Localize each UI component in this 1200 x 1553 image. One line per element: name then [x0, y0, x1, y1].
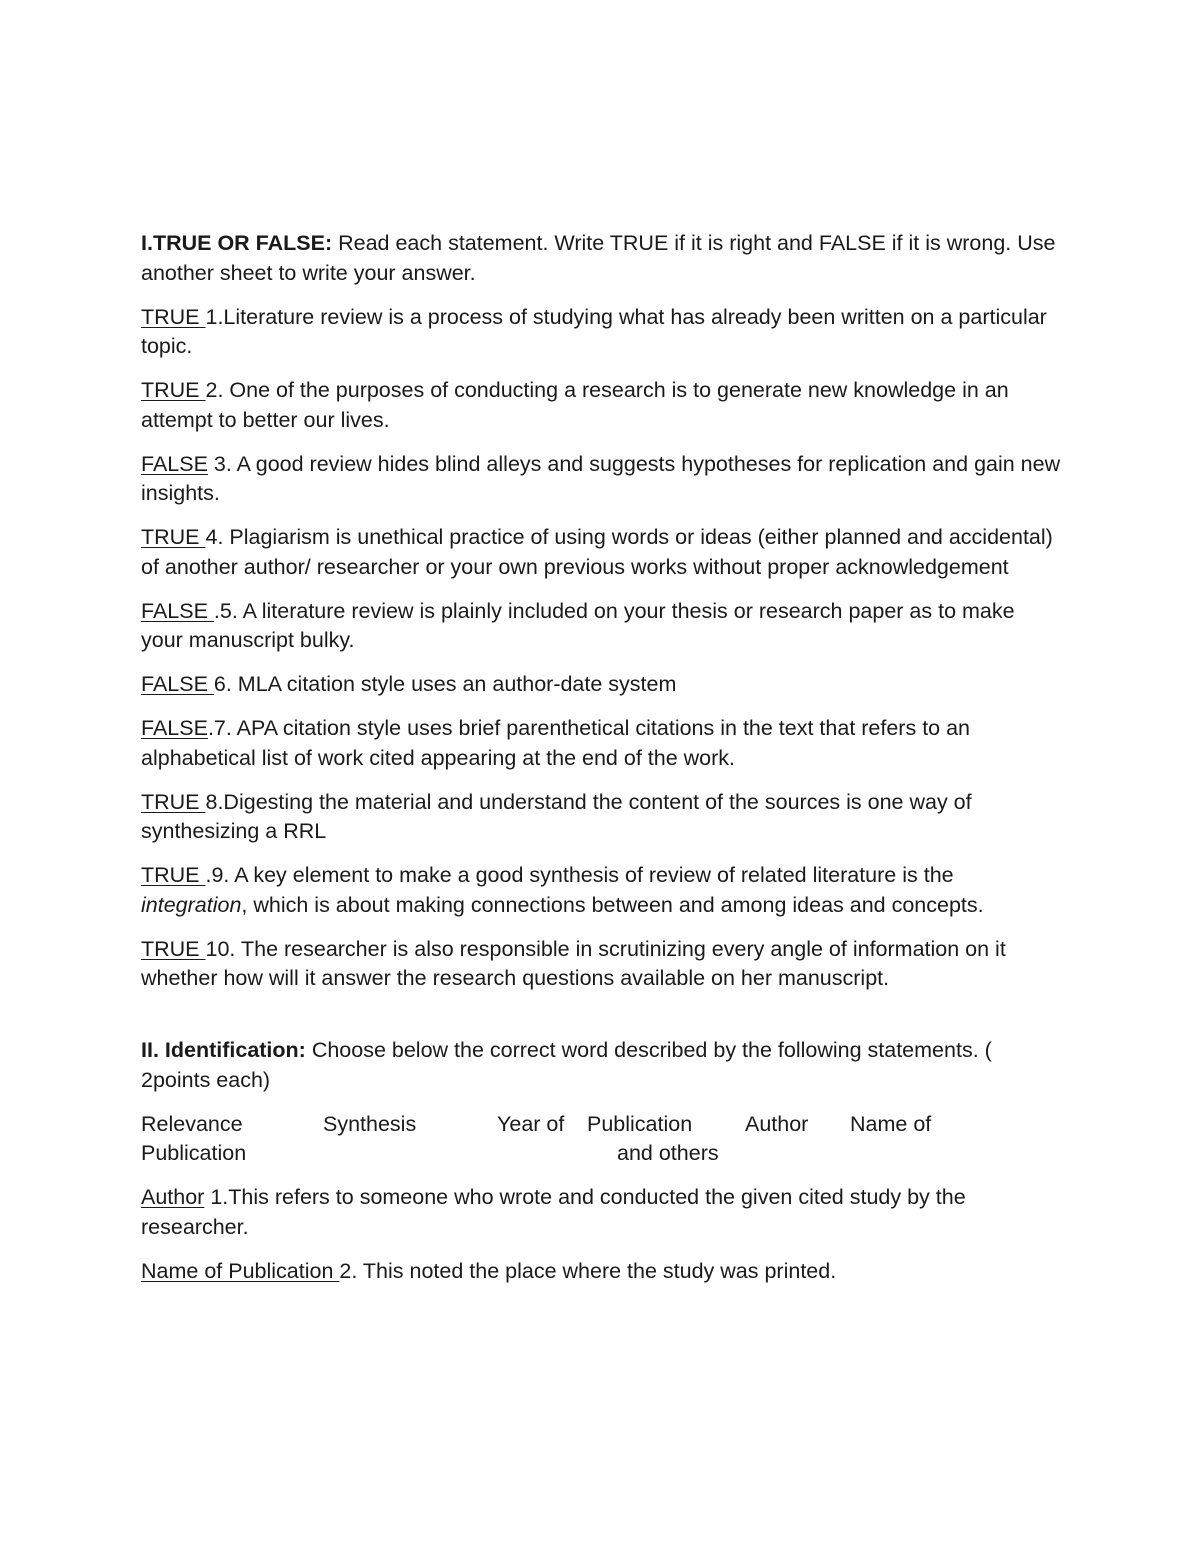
section1-title: I.TRUE OR FALSE: — [141, 231, 333, 255]
id-item — [141, 1183, 1061, 1242]
section1-header — [141, 229, 1061, 288]
tf-text: 10. The researcher is also responsible in scrutinizing every angle of information on it whether how will it answer the research questions available on her manuscript. — [141, 936, 1006, 990]
tf-answer: FALSE — [141, 716, 208, 740]
id-item — [141, 1257, 1061, 1287]
choice-relevance: Relevance — [141, 1111, 243, 1136]
tf-answer: FALSE — [141, 672, 214, 696]
spacer — [141, 1008, 1061, 1036]
choice-year-of: Year of — [497, 1111, 565, 1136]
tf-answer: TRUE — [141, 525, 206, 549]
id-answer: Author — [141, 1185, 205, 1209]
choice-author: Author — [745, 1111, 809, 1136]
id-answer: Name of Publication — [141, 1258, 340, 1283]
id-text: 2. This noted the place where the study was printed. — [339, 1258, 837, 1283]
tf-answer: TRUE — [141, 936, 206, 961]
choice-synthesis: Synthesis — [323, 1111, 417, 1136]
tf-answer: TRUE — [141, 304, 206, 329]
tf-text-after: , which is about making connections between and among ideas and concepts. — [241, 892, 984, 917]
tf-answer: FALSE — [141, 598, 214, 623]
tf-text: 2. One of the purposes of conducting a research is to generate new knowledge in an attempt to better our lives. — [141, 378, 1009, 432]
choice-publication: Publication — [587, 1111, 693, 1136]
tf-answer: TRUE — [141, 378, 206, 402]
worksheet — [141, 229, 1061, 1301]
section1-instructions: Read each statement. Write TRUE if it is right and FALSE if it is wrong. Use another sheet to write your answer. — [141, 231, 1056, 285]
choice-publication-2: Publication — [141, 1141, 247, 1165]
tf-text: 4. Plagiarism is unethical practice of using words or ideas (either planned and accidental) of another author/ researcher or your own previous works without proper acknowledgement — [141, 525, 1053, 579]
tf-answer: TRUE — [141, 863, 206, 887]
tf-text: .7. APA citation style uses brief parenthetical citations in the text that refers to an alphabetical list of work cited appearing at the end of the work. — [141, 716, 971, 770]
tf-item — [141, 935, 1061, 994]
tf-item — [141, 303, 1061, 362]
section2-instructions: Choose below the correct word described by the following statements. ( 2points each) — [141, 1038, 992, 1092]
tf-item — [141, 861, 1061, 920]
tf-text: 6. MLA citation style uses an author-date system — [213, 672, 677, 696]
tf-item — [141, 376, 1061, 435]
id-text: 1.This refers to someone who wrote and conducted the given cited study by the researcher. — [141, 1185, 966, 1239]
choice-name-of: Name of — [850, 1111, 932, 1136]
choices-box — [141, 1110, 1061, 1169]
tf-item — [141, 523, 1061, 582]
tf-text: 8.Digesting the material and understand the content of the sources is one way of synthesizing a RRL — [141, 789, 972, 843]
tf-item — [141, 597, 1061, 656]
tf-item — [141, 714, 1061, 773]
tf-item — [141, 450, 1061, 509]
tf-text-before: .9. A key element to make a good synthesis of review of related literature is the — [205, 863, 954, 887]
section2-title: II. Identification: — [141, 1038, 306, 1062]
tf-text: .5. A literature review is plainly included on your thesis or research paper as to make your manuscript bulky. — [141, 598, 1015, 652]
choice-and-others: and others — [617, 1141, 719, 1165]
tf-item — [141, 788, 1061, 847]
tf-italic-term: integration — [141, 892, 242, 917]
tf-text: 3. A good review hides blind alleys and suggests hypotheses for replication and gain new insights. — [141, 451, 1061, 505]
tf-answer: FALSE — [141, 451, 208, 476]
tf-text: 1.Literature review is a process of studying what has already been written on a particular topic. — [141, 304, 1047, 358]
section2-header — [141, 1036, 1061, 1095]
tf-item — [141, 670, 1061, 700]
tf-answer: TRUE — [141, 789, 206, 814]
